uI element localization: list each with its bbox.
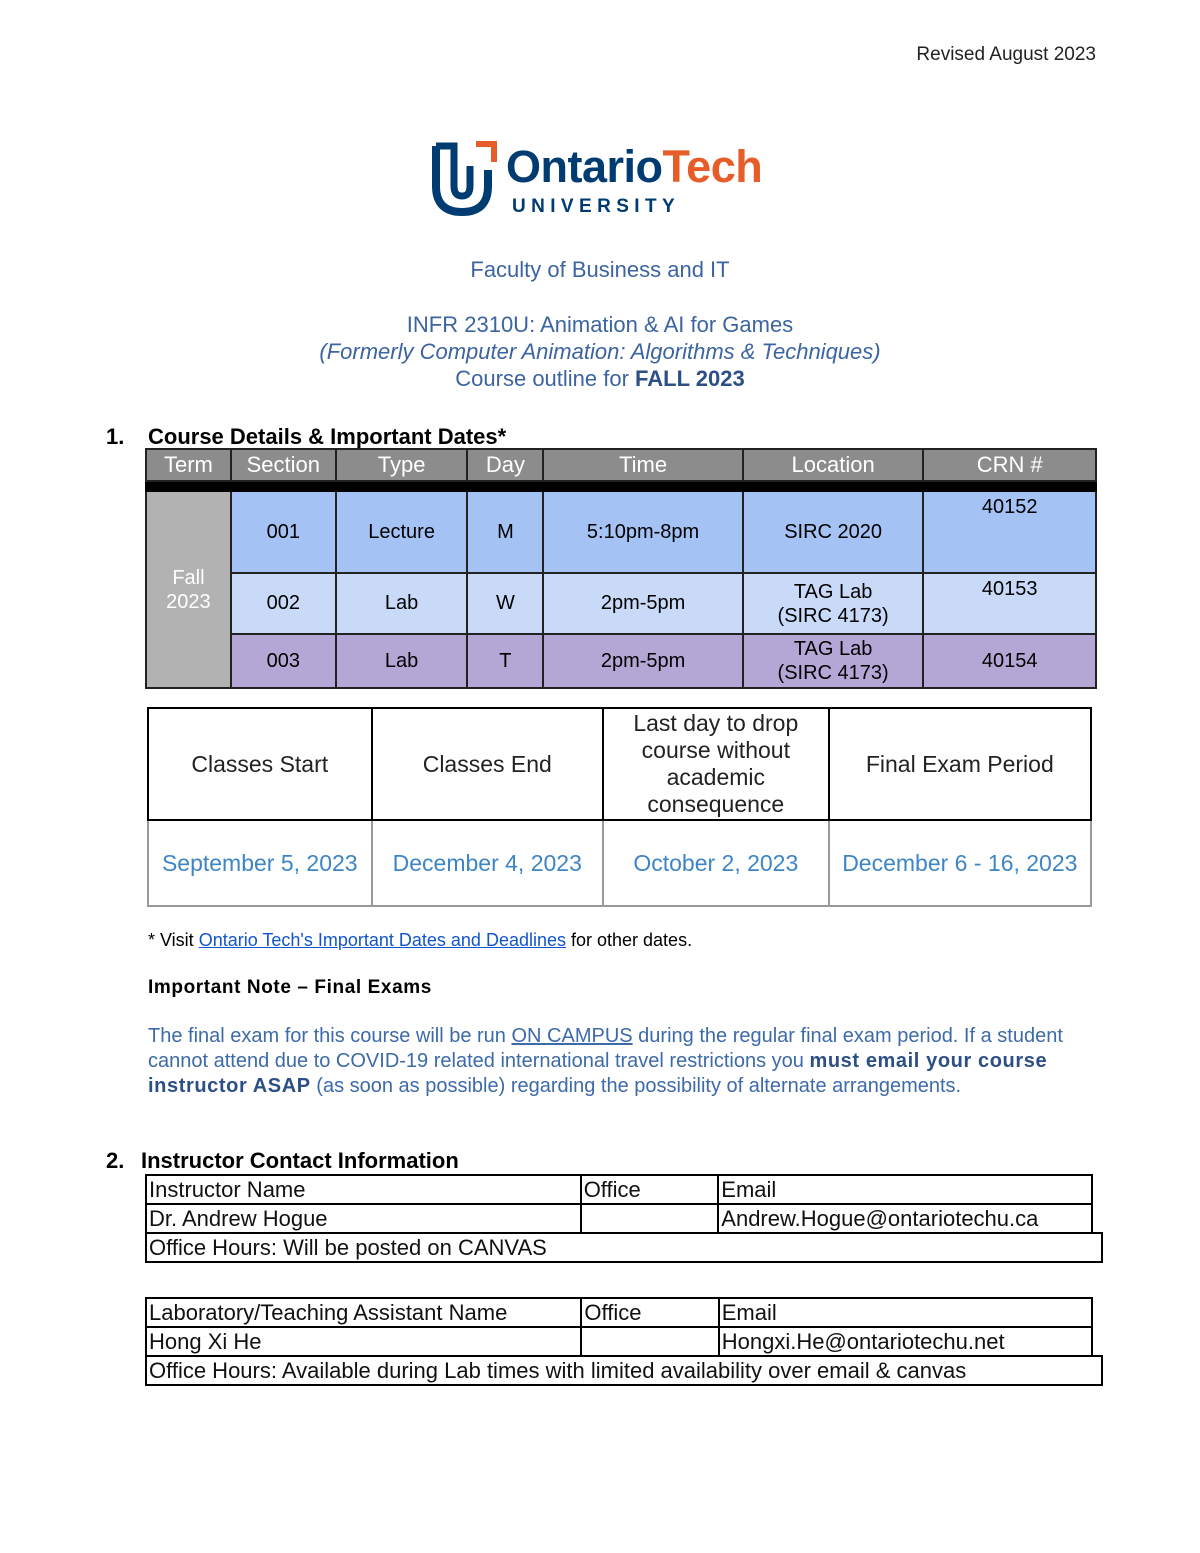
instructor-office-hours: Office Hours: Will be posted on CANVAS bbox=[146, 1233, 1102, 1262]
type-cell: Lecture bbox=[336, 491, 468, 573]
instructor-email: Andrew.Hogue@ontariotechu.ca bbox=[718, 1204, 1092, 1233]
location-line-2: (SIRC 4173) bbox=[777, 662, 889, 684]
instructor-name-header: Instructor Name bbox=[146, 1175, 581, 1204]
schedule-row bbox=[146, 634, 1096, 688]
ta-office bbox=[581, 1327, 718, 1356]
visit-note-suffix: for other dates. bbox=[566, 930, 693, 950]
ta-table bbox=[145, 1297, 1103, 1386]
ta-office-hours-row bbox=[146, 1356, 1102, 1385]
time-cell: 2pm-5pm bbox=[543, 634, 742, 688]
col-location: Location bbox=[743, 449, 924, 481]
section-cell: 001 bbox=[231, 491, 336, 573]
col-type: Type bbox=[336, 449, 468, 481]
location-cell: SIRC 2020 bbox=[743, 491, 924, 573]
last-day-drop-date: October 2, 2023 bbox=[603, 820, 829, 906]
note-part-2: during the regular final exam period. If a student cannot attend due to COVID-19 related international travel restrictions you bbox=[148, 1025, 1063, 1072]
time-cell: 5:10pm-8pm bbox=[543, 491, 742, 573]
ta-email-header: Email bbox=[719, 1298, 1092, 1327]
row-gap bbox=[1092, 1175, 1102, 1204]
ta-row bbox=[146, 1327, 1102, 1356]
logo-word-tech: Tech bbox=[662, 141, 763, 192]
term-line-1: Fall bbox=[172, 566, 205, 589]
important-note-paragraph bbox=[148, 1024, 1068, 1099]
section-1-number: 1. bbox=[106, 424, 125, 449]
ta-name-header: Laboratory/Teaching Assistant Name bbox=[146, 1298, 581, 1327]
visit-note-prefix: * Visit bbox=[148, 930, 199, 950]
ontario-tech-logo-mark bbox=[432, 140, 498, 218]
final-exam-dates: December 6 - 16, 2023 bbox=[829, 820, 1091, 906]
ta-email: Hongxi.He@ontariotechu.net bbox=[719, 1327, 1092, 1356]
day-cell: T bbox=[467, 634, 543, 688]
classes-end-header: Classes End bbox=[372, 708, 603, 820]
important-note-heading: Important Note – Final Exams bbox=[148, 977, 432, 998]
outline-term: FALL 2023 bbox=[635, 366, 745, 391]
logo-university: UNIVERSITY bbox=[512, 196, 681, 217]
col-time: Time bbox=[543, 449, 742, 481]
important-dates-table bbox=[147, 707, 1092, 907]
schedule-divider bbox=[146, 481, 1096, 491]
schedule-header-row bbox=[146, 449, 1096, 481]
schedule-row bbox=[146, 491, 1096, 573]
term-cell bbox=[146, 491, 231, 688]
last-day-drop-header: Last day to drop course without academic consequence bbox=[603, 708, 829, 820]
location-line-1: TAG Lab bbox=[793, 638, 873, 660]
final-exam-header: Final Exam Period bbox=[829, 708, 1091, 820]
logo-word-ontario: Ontario bbox=[506, 141, 663, 192]
course-outline-line bbox=[0, 366, 1200, 392]
section-cell: 002 bbox=[231, 573, 336, 634]
outline-prefix: Course outline for bbox=[455, 366, 636, 391]
crn-cell: 40152 bbox=[923, 491, 1096, 573]
row-gap bbox=[1092, 1298, 1102, 1327]
section-2-number: 2. bbox=[106, 1148, 125, 1173]
row-gap bbox=[1092, 1204, 1102, 1233]
row-gap bbox=[1092, 1327, 1102, 1356]
instructor-table bbox=[145, 1174, 1103, 1263]
col-section: Section bbox=[231, 449, 336, 481]
location-cell bbox=[743, 634, 924, 688]
note-on-campus: ON CAMPUS bbox=[511, 1025, 633, 1047]
course-former-title: (Formerly Computer Animation: Algorithms & Techniques) bbox=[319, 339, 881, 364]
dates-value-row bbox=[148, 820, 1091, 906]
instructor-office-header: Office bbox=[581, 1175, 719, 1204]
classes-start-date: September 5, 2023 bbox=[148, 820, 372, 906]
type-cell: Lab bbox=[336, 573, 468, 634]
section-1-heading: Course Details & Important Dates* bbox=[148, 424, 507, 449]
note-bold: must email your course instructor ASAP bbox=[148, 1050, 1048, 1097]
section-2-heading: Instructor Contact Information bbox=[141, 1148, 459, 1173]
faculty-name: Faculty of Business and IT bbox=[470, 257, 730, 282]
col-day: Day bbox=[467, 449, 543, 481]
schedule-table bbox=[145, 448, 1097, 689]
day-cell: W bbox=[467, 573, 543, 634]
note-part-3: (as soon as possible) regarding the possibility of alternate arrangements. bbox=[310, 1075, 962, 1097]
instructor-office bbox=[581, 1204, 719, 1233]
section-cell: 003 bbox=[231, 634, 336, 688]
dates-header-row bbox=[148, 708, 1091, 820]
instructor-row bbox=[146, 1204, 1102, 1233]
location-line-2: (SIRC 4173) bbox=[777, 604, 889, 627]
instructor-header-row bbox=[146, 1175, 1102, 1204]
classes-start-header: Classes Start bbox=[148, 708, 372, 820]
ta-name: Hong Xi He bbox=[146, 1327, 581, 1356]
term-line-2: 2023 bbox=[166, 590, 211, 613]
ta-header-row bbox=[146, 1298, 1102, 1327]
type-cell: Lab bbox=[336, 634, 468, 688]
location-line-1: TAG Lab bbox=[793, 580, 873, 603]
important-dates-link[interactable]: Ontario Tech's Important Dates and Deadlines bbox=[198, 930, 566, 950]
time-cell: 2pm-5pm bbox=[543, 573, 742, 634]
instructor-name: Dr. Andrew Hogue bbox=[146, 1204, 581, 1233]
logo-wordmark bbox=[506, 141, 763, 192]
schedule-row bbox=[146, 573, 1096, 634]
revised-date: Revised August 2023 bbox=[916, 44, 1096, 65]
course-title: INFR 2310U: Animation & AI for Games bbox=[406, 312, 794, 337]
crn-cell: 40153 bbox=[923, 573, 1096, 634]
ta-office-header: Office bbox=[581, 1298, 718, 1327]
instructor-office-hours-row bbox=[146, 1233, 1102, 1262]
day-cell: M bbox=[467, 491, 543, 573]
instructor-email-header: Email bbox=[718, 1175, 1092, 1204]
crn-cell: 40154 bbox=[923, 634, 1096, 688]
location-cell bbox=[743, 573, 924, 634]
visit-note bbox=[148, 930, 692, 951]
col-term: Term bbox=[146, 449, 231, 481]
ta-office-hours: Office Hours: Available during Lab times with limited availability over email & canvas bbox=[146, 1356, 1102, 1385]
note-part-1: The final exam for this course will be run bbox=[148, 1025, 512, 1047]
col-crn: CRN # bbox=[923, 449, 1096, 481]
classes-end-date: December 4, 2023 bbox=[372, 820, 603, 906]
